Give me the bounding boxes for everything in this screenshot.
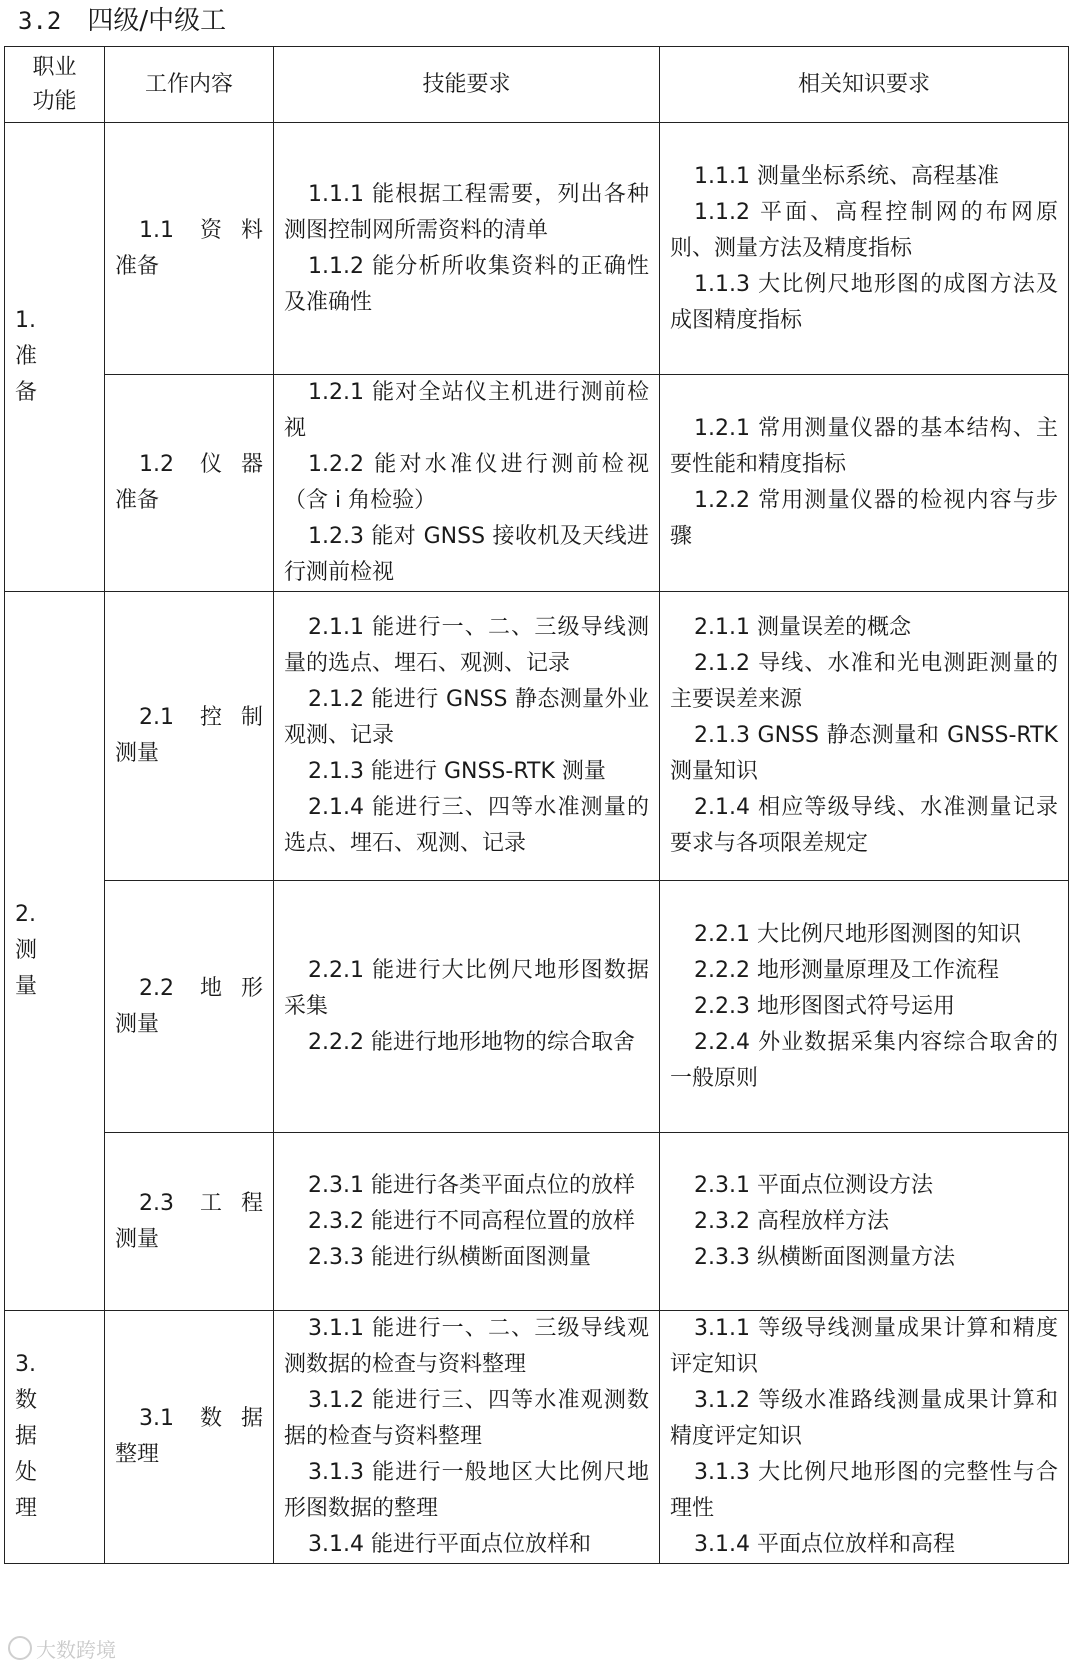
skill-item: 3.1.2 能进行三、四等水准观测数据的检查与资料整理: [284, 1388, 649, 1449]
knowledge-item: 2.2.3 地形图图式符号运用: [694, 993, 955, 1019]
function-char: 处: [15, 1460, 38, 1485]
function-char: 准: [15, 344, 38, 369]
skill-item: 1.2.2 能对水准仪进行测前检视（含 i 角检验）: [284, 452, 649, 513]
skills-cell: [274, 592, 660, 881]
knowledge-item: 3.1.4 平面点位放样和高程: [694, 1532, 955, 1557]
knowledge-item: 2.3.1 平面点位测设方法: [694, 1172, 933, 1198]
skill-item: 1.2.3 能对 GNSS 接收机及天线进行测前检视: [284, 524, 649, 585]
header-knowledge: 相关知识要求: [660, 47, 1069, 123]
skill-item: 2.3.3 能进行纵横断面图测量: [308, 1244, 591, 1270]
knowledge-cell: [660, 1133, 1069, 1311]
work-content-label-cont: 准备: [115, 253, 160, 279]
work-content-cell: [105, 1133, 274, 1311]
skills-cell: [274, 1311, 660, 1564]
skill-item: 2.1.3 能进行 GNSS-RTK 测量: [308, 759, 606, 784]
header-content: 工作内容: [105, 47, 274, 123]
function-cell: [5, 592, 105, 1311]
knowledge-item: 3.1.2 等级水准路线测量成果计算和精度评定知识: [670, 1388, 1058, 1449]
knowledge-item: 2.2.1 大比例尺地形图测图的知识: [694, 921, 1021, 947]
function-number: 1.: [15, 308, 36, 333]
work-content-label-cont: 测量: [115, 1011, 160, 1037]
section-number: 3.2: [18, 7, 62, 35]
skill-item: 2.1.2 能进行 GNSS 静态测量外业观测、记录: [284, 687, 649, 748]
function-cell: [5, 1311, 105, 1564]
skill-item: 3.1.1 能进行一、二、三级导线观测数据的检查与资料整理: [284, 1316, 649, 1377]
knowledge-cell: [660, 881, 1069, 1133]
skill-item: 2.1.1 能进行一、二、三级导线测量的选点、埋石、观测、记录: [284, 615, 649, 676]
knowledge-item: 1.1.2 平面、高程控制网的布网原则、测量方法及精度指标: [670, 199, 1058, 261]
work-content-label: 2.2 地形: [139, 975, 263, 1001]
function-char: 理: [15, 1496, 38, 1521]
function-number: 2.: [15, 902, 36, 927]
work-content-label-cont: 准备: [115, 488, 160, 513]
knowledge-cell: [660, 123, 1069, 375]
knowledge-cell: [660, 375, 1069, 592]
work-content-label-cont: 测量: [115, 1226, 160, 1252]
function-char: 数: [15, 1388, 38, 1413]
skill-item: 1.1.2 能分析所收集资料的正确性及准确性: [284, 253, 649, 315]
skills-cell: [274, 123, 660, 375]
function-char: 测: [15, 938, 38, 963]
function-number: 3.: [15, 1352, 36, 1377]
skill-item: 3.1.3 能进行一般地区大比例尺地形图数据的整理: [284, 1460, 649, 1521]
knowledge-item: 2.1.2 导线、水准和光电测距测量的主要误差来源: [670, 651, 1058, 712]
skill-item: 2.2.1 能进行大比例尺地形图数据采集: [284, 957, 649, 1019]
function-char: 量: [15, 974, 38, 999]
table-row: [5, 881, 1069, 1133]
table-row: [5, 592, 1069, 881]
table-row: [5, 1311, 1069, 1564]
knowledge-item: 2.2.4 外业数据采集内容综合取舍的一般原则: [670, 1029, 1058, 1091]
work-content-label: 2.3 工程: [139, 1190, 263, 1216]
section-heading: [18, 4, 226, 38]
knowledge-item: 2.1.1 测量误差的概念: [694, 615, 911, 640]
knowledge-item: 2.2.2 地形测量原理及工作流程: [694, 957, 999, 983]
header-function: 职业 功能: [5, 47, 105, 123]
skill-item: 2.1.4 能进行三、四等水准测量的选点、埋石、观测、记录: [284, 795, 649, 856]
knowledge-item: 2.3.2 高程放样方法: [694, 1208, 889, 1234]
skill-item: 1.2.1 能对全站仪主机进行测前检视: [284, 380, 649, 441]
table-row: [5, 123, 1069, 375]
watermark-logo-icon: [8, 1636, 32, 1660]
knowledge-cell: [660, 592, 1069, 881]
watermark: 大数跨境: [8, 1634, 116, 1663]
function-char: 据: [15, 1424, 38, 1449]
table-row: [5, 375, 1069, 592]
header-skills: 技能要求: [274, 47, 660, 123]
work-content-label-cont: 整理: [115, 1442, 160, 1467]
work-content-label: 2.1 控制: [139, 705, 263, 730]
skills-cell: [274, 881, 660, 1133]
knowledge-item: 3.1.3 大比例尺地形图的完整性与合理性: [670, 1460, 1058, 1521]
work-content-cell: [105, 592, 274, 881]
skill-item: 2.3.2 能进行不同高程位置的放样: [308, 1208, 635, 1234]
table-body: [5, 123, 1069, 1564]
knowledge-item: 1.2.1 常用测量仪器的基本结构、主要性能和精度指标: [670, 416, 1058, 477]
work-content-cell: [105, 881, 274, 1133]
skills-cell: [274, 1133, 660, 1311]
skill-requirements-table: [4, 46, 1069, 1564]
work-content-label: 3.1 数据: [139, 1406, 263, 1431]
work-content-label: 1.2 仪器: [139, 452, 263, 477]
knowledge-cell: [660, 1311, 1069, 1564]
table-row: [5, 1133, 1069, 1311]
knowledge-item: 3.1.1 等级导线测量成果计算和精度评定知识: [670, 1316, 1058, 1377]
knowledge-item: 1.1.3 大比例尺地形图的成图方法及成图精度指标: [670, 271, 1058, 333]
function-cell: [5, 123, 105, 592]
knowledge-item: 1.1.1 测量坐标系统、高程基准: [694, 163, 999, 189]
work-content-label-cont: 测量: [115, 741, 160, 766]
skills-cell: [274, 375, 660, 592]
skill-item: 2.3.1 能进行各类平面点位的放样: [308, 1172, 635, 1198]
work-content-label: 1.1 资料: [139, 217, 263, 243]
work-content-cell: [105, 123, 274, 375]
knowledge-item: 2.1.4 相应等级导线、水准测量记录要求与各项限差规定: [670, 795, 1058, 856]
skill-item: 3.1.4 能进行平面点位放样和: [308, 1532, 591, 1557]
knowledge-item: 1.2.2 常用测量仪器的检视内容与步骤: [670, 488, 1058, 549]
table-header-row: [5, 47, 1069, 123]
function-char: 备: [15, 380, 38, 405]
work-content-cell: [105, 375, 274, 592]
knowledge-item: 2.3.3 纵横断面图测量方法: [694, 1244, 955, 1270]
skill-item: 2.2.2 能进行地形地物的综合取舍: [308, 1029, 635, 1055]
section-title: 四级/中级工: [87, 6, 227, 36]
skill-item: 1.1.1 能根据工程需要，列出各种测图控制网所需资料的清单: [284, 181, 649, 243]
work-content-cell: [105, 1311, 274, 1564]
knowledge-item: 2.1.3 GNSS 静态测量和 GNSS-RTK 测量知识: [670, 723, 1058, 784]
